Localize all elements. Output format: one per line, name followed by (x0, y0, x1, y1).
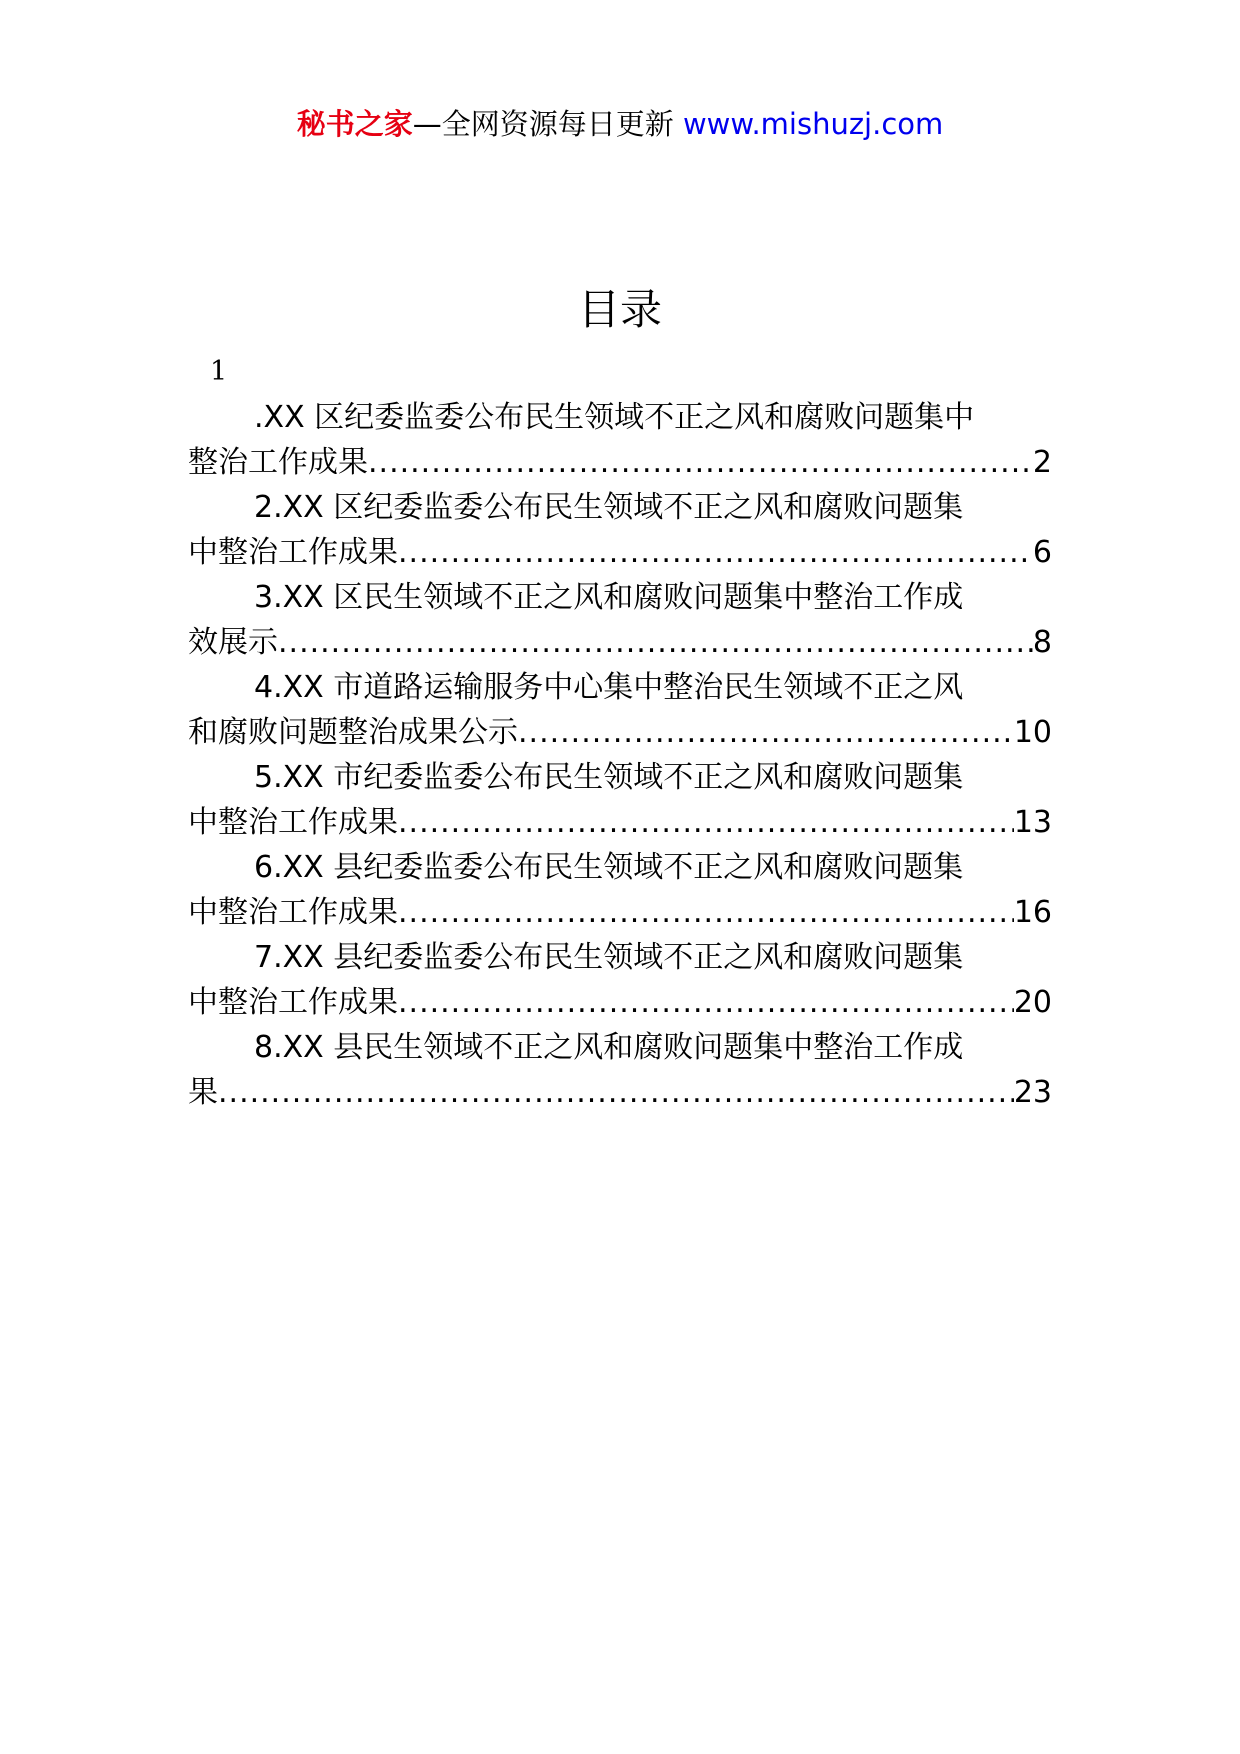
toc-entry-leader (188, 890, 1052, 935)
toc-entry-title-continued: 果 (188, 1075, 218, 1110)
toc-entry-8[interactable] (188, 1025, 1052, 1115)
toc-entry-title-continued: 整治工作成果 (188, 445, 368, 480)
toc-entry-title: 5.XX 市纪委监委公布民生领域不正之风和腐败问题集 (254, 760, 964, 795)
toc-entry-title-continued: 中整治工作成果 (188, 895, 398, 930)
stray-number: 1 (210, 356, 228, 387)
toc-entry-leader (188, 530, 1052, 575)
toc-entry-title: 2.XX 区纪委监委公布民生领域不正之风和腐败问题集 (254, 490, 964, 525)
toc-page-number: 23 (1013, 1075, 1052, 1110)
toc-entry-title: 3.XX 区民生领域不正之风和腐败问题集中整治工作成 (254, 580, 964, 615)
toc-entry-title-continued: 中整治工作成果 (188, 805, 398, 840)
toc-entry-5[interactable] (188, 755, 1052, 845)
toc-page-number: 13 (1013, 805, 1052, 840)
header-slogan: —全网资源每日更新 (412, 107, 674, 141)
toc-entry-3[interactable] (188, 575, 1052, 665)
page-title: 目录 (577, 285, 662, 334)
toc-page-number: 16 (1013, 895, 1052, 930)
toc-entry-1[interactable] (188, 395, 1052, 485)
toc-entry-leader (188, 710, 1052, 755)
toc-entry-leader (188, 1070, 1052, 1115)
dot-leader (218, 1070, 1014, 1115)
site-header (0, 104, 1240, 144)
toc-entry-title: 6.XX 县纪委监委公布民生领域不正之风和腐败问题集 (254, 850, 964, 885)
toc-entry-title: .XX 区纪委监委公布民生领域不正之风和腐败问题集中 (254, 400, 975, 435)
dot-leader (398, 800, 1014, 845)
dot-leader (278, 620, 1033, 665)
toc-entry-title-continued: 中整治工作成果 (188, 535, 398, 570)
toc-entry-title-continued: 和腐败问题整治成果公示 (188, 715, 518, 750)
toc-entry-title: 7.XX 县纪委监委公布民生领域不正之风和腐败问题集 (254, 940, 964, 975)
toc-entry-title-continued: 效展示 (188, 625, 278, 660)
toc-entry-title-continued: 中整治工作成果 (188, 985, 398, 1020)
toc-page-number: 2 (1032, 445, 1052, 480)
toc-page-number: 20 (1013, 985, 1052, 1020)
toc-entry-7[interactable] (188, 935, 1052, 1025)
toc-page-number: 6 (1032, 535, 1052, 570)
brand-name: 秘书之家 (296, 107, 413, 141)
toc-entry-leader (188, 440, 1052, 485)
toc-entry-2[interactable] (188, 485, 1052, 575)
toc-page-number: 10 (1013, 715, 1052, 750)
toc-entry-leader (188, 800, 1052, 845)
toc-entry-leader (188, 980, 1052, 1025)
toc-page-number: 8 (1032, 625, 1052, 660)
dot-leader (398, 530, 1033, 575)
toc-entry-title: 8.XX 县民生领域不正之风和腐败问题集中整治工作成 (254, 1030, 964, 1065)
toc-entry-leader (188, 620, 1052, 665)
dot-leader (398, 980, 1014, 1025)
toc-entry-6[interactable] (188, 845, 1052, 935)
dot-leader (398, 890, 1014, 935)
toc-entry-4[interactable] (188, 665, 1052, 755)
dot-leader (368, 440, 1033, 485)
table-of-contents (188, 395, 1052, 1115)
toc-entry-title: 4.XX 市道路运输服务中心集中整治民生领域不正之风 (254, 670, 964, 705)
dot-leader (518, 710, 1014, 755)
site-url-link[interactable]: www.mishuzj.com (682, 107, 944, 141)
